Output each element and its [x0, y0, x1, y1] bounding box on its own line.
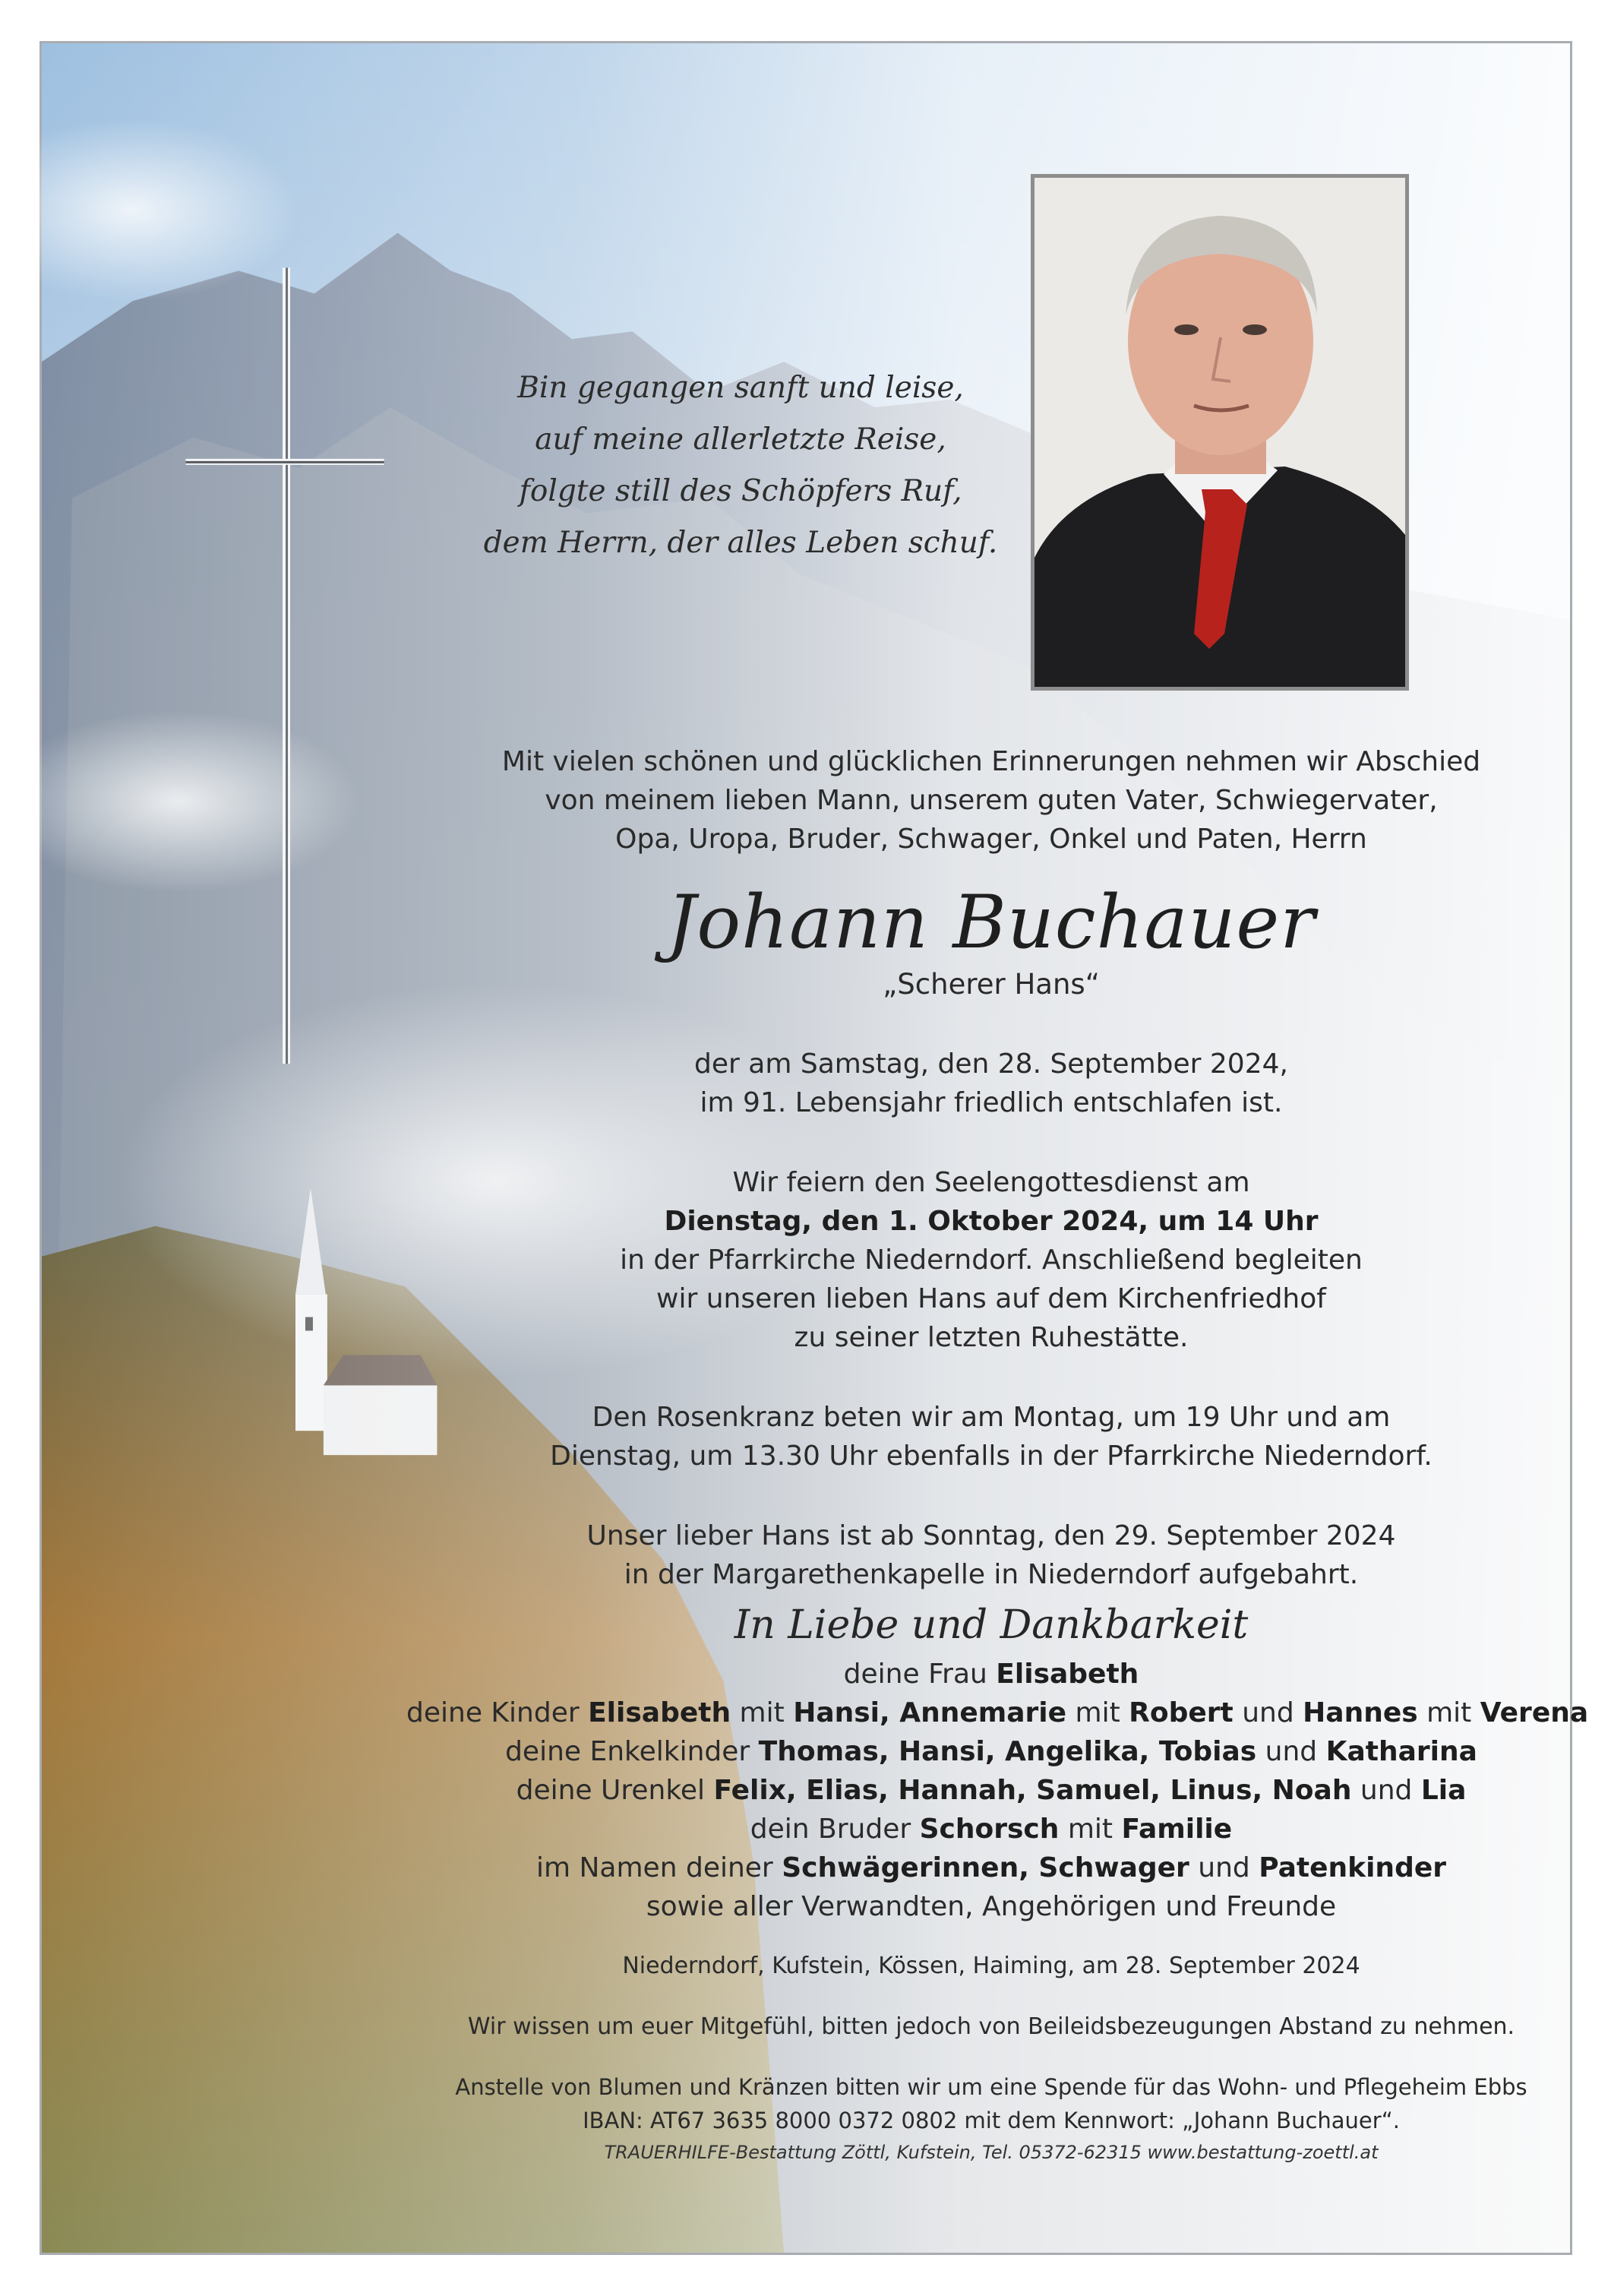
- mourner-brother: dein Bruder Schorsch mit Familie: [750, 1814, 1233, 1845]
- intro-line: Opa, Uropa, Bruder, Schwager, Onkel und Paten, Herrn: [615, 824, 1367, 855]
- mourner-grandchildren: deine Enkelkinder Thomas, Hansi, Angelika, Tobias und Katharina: [505, 1736, 1477, 1767]
- donation-line: Anstelle von Blumen und Kränzen bitten wir um eine Spende für das Wohn- und Pflegeheim Ebbs: [455, 2074, 1527, 2100]
- poem-line: dem Herrn, der alles Leben schuf.: [483, 526, 998, 560]
- mourner-great-grandchildren: deine Urenkel Felix, Elias, Hannah, Samuel, Linus, Noah und Lia: [516, 1775, 1467, 1806]
- death-line: der am Samstag, den 28. September 2024,: [694, 1048, 1288, 1080]
- service-date: Dienstag, den 1. Oktober 2024, um 14 Uhr: [664, 1206, 1319, 1237]
- viewing-line: Unser lieber Hans ist ab Sonntag, den 29. September 2024: [586, 1520, 1396, 1551]
- service-line: in der Pfarrkirche Niederndorf. Anschließend begleiten: [620, 1244, 1363, 1276]
- donation-line: IBAN: AT67 3635 8000 0372 0802 mit dem Kennwort: „Johann Buchauer“.: [583, 2108, 1400, 2133]
- service-line: wir unseren lieben Hans auf dem Kirchenfriedhof: [656, 1283, 1326, 1314]
- rosary-line: Dienstag, um 13.30 Uhr ebenfalls in der Pfarrkirche Niederndorf.: [550, 1441, 1433, 1472]
- funeral-home-footer: TRAUERHILFE-Bestattung Zöttl, Kufstein, Tel. 05372-62315 www.bestattung-zoettl.at: [604, 2142, 1379, 2163]
- service-line: Wir feiern den Seelengottesdienst am: [732, 1167, 1250, 1198]
- nickname: „Scherer Hans“: [883, 968, 1100, 1001]
- mourners-title: In Liebe und Dankbarkeit: [734, 1602, 1249, 1648]
- mourner-relatives: sowie aller Verwandten, Angehörigen und Freunde: [646, 1891, 1337, 1922]
- intro-line: Mit vielen schönen und glücklichen Erinnerungen nehmen wir Abschied: [501, 746, 1481, 777]
- rosary-line: Den Rosenkranz beten wir am Montag, um 19 Uhr und am: [592, 1402, 1391, 1433]
- condolence-note: Wir wissen um euer Mitgefühl, bitten jedoch von Beileidsbezeugungen Abstand zu nehmen.: [467, 2013, 1515, 2040]
- portrait-photo: [1031, 174, 1409, 691]
- mourner-children: deine Kinder Elisabeth mit Hansi, Annemarie mit Robert und Hannes mit Verena: [406, 1697, 1589, 1728]
- intro-line: von meinem lieben Mann, unserem guten Vater, Schwiegervater,: [545, 785, 1438, 816]
- mourner-wife: deine Frau Elisabeth: [843, 1659, 1139, 1690]
- deceased-name: Johann Buchauer: [666, 880, 1316, 965]
- obituary-card: [39, 41, 1589, 2255]
- poem-line: auf meine allerletzte Reise,: [535, 422, 946, 457]
- service-line: zu seiner letzten Ruhestätte.: [794, 1322, 1189, 1353]
- death-line: im 91. Lebensjahr friedlich entschlafen ist.: [700, 1087, 1283, 1118]
- place-date: Niederndorf, Kufstein, Kössen, Haiming, am 28. September 2024: [622, 1953, 1360, 1979]
- poem: [452, 362, 1029, 569]
- obituary-text: [406, 742, 1589, 2168]
- poem-line: folgte still des Schöpfers Ruf,: [519, 474, 962, 508]
- mourner-in-laws: im Namen deiner Schwägerinnen, Schwager und Patenkinder: [535, 1852, 1447, 1883]
- viewing-line: in der Margarethenkapelle in Niederndorf aufgebahrt.: [624, 1559, 1359, 1590]
- poem-line: Bin gegangen sanft und leise,: [517, 371, 964, 405]
